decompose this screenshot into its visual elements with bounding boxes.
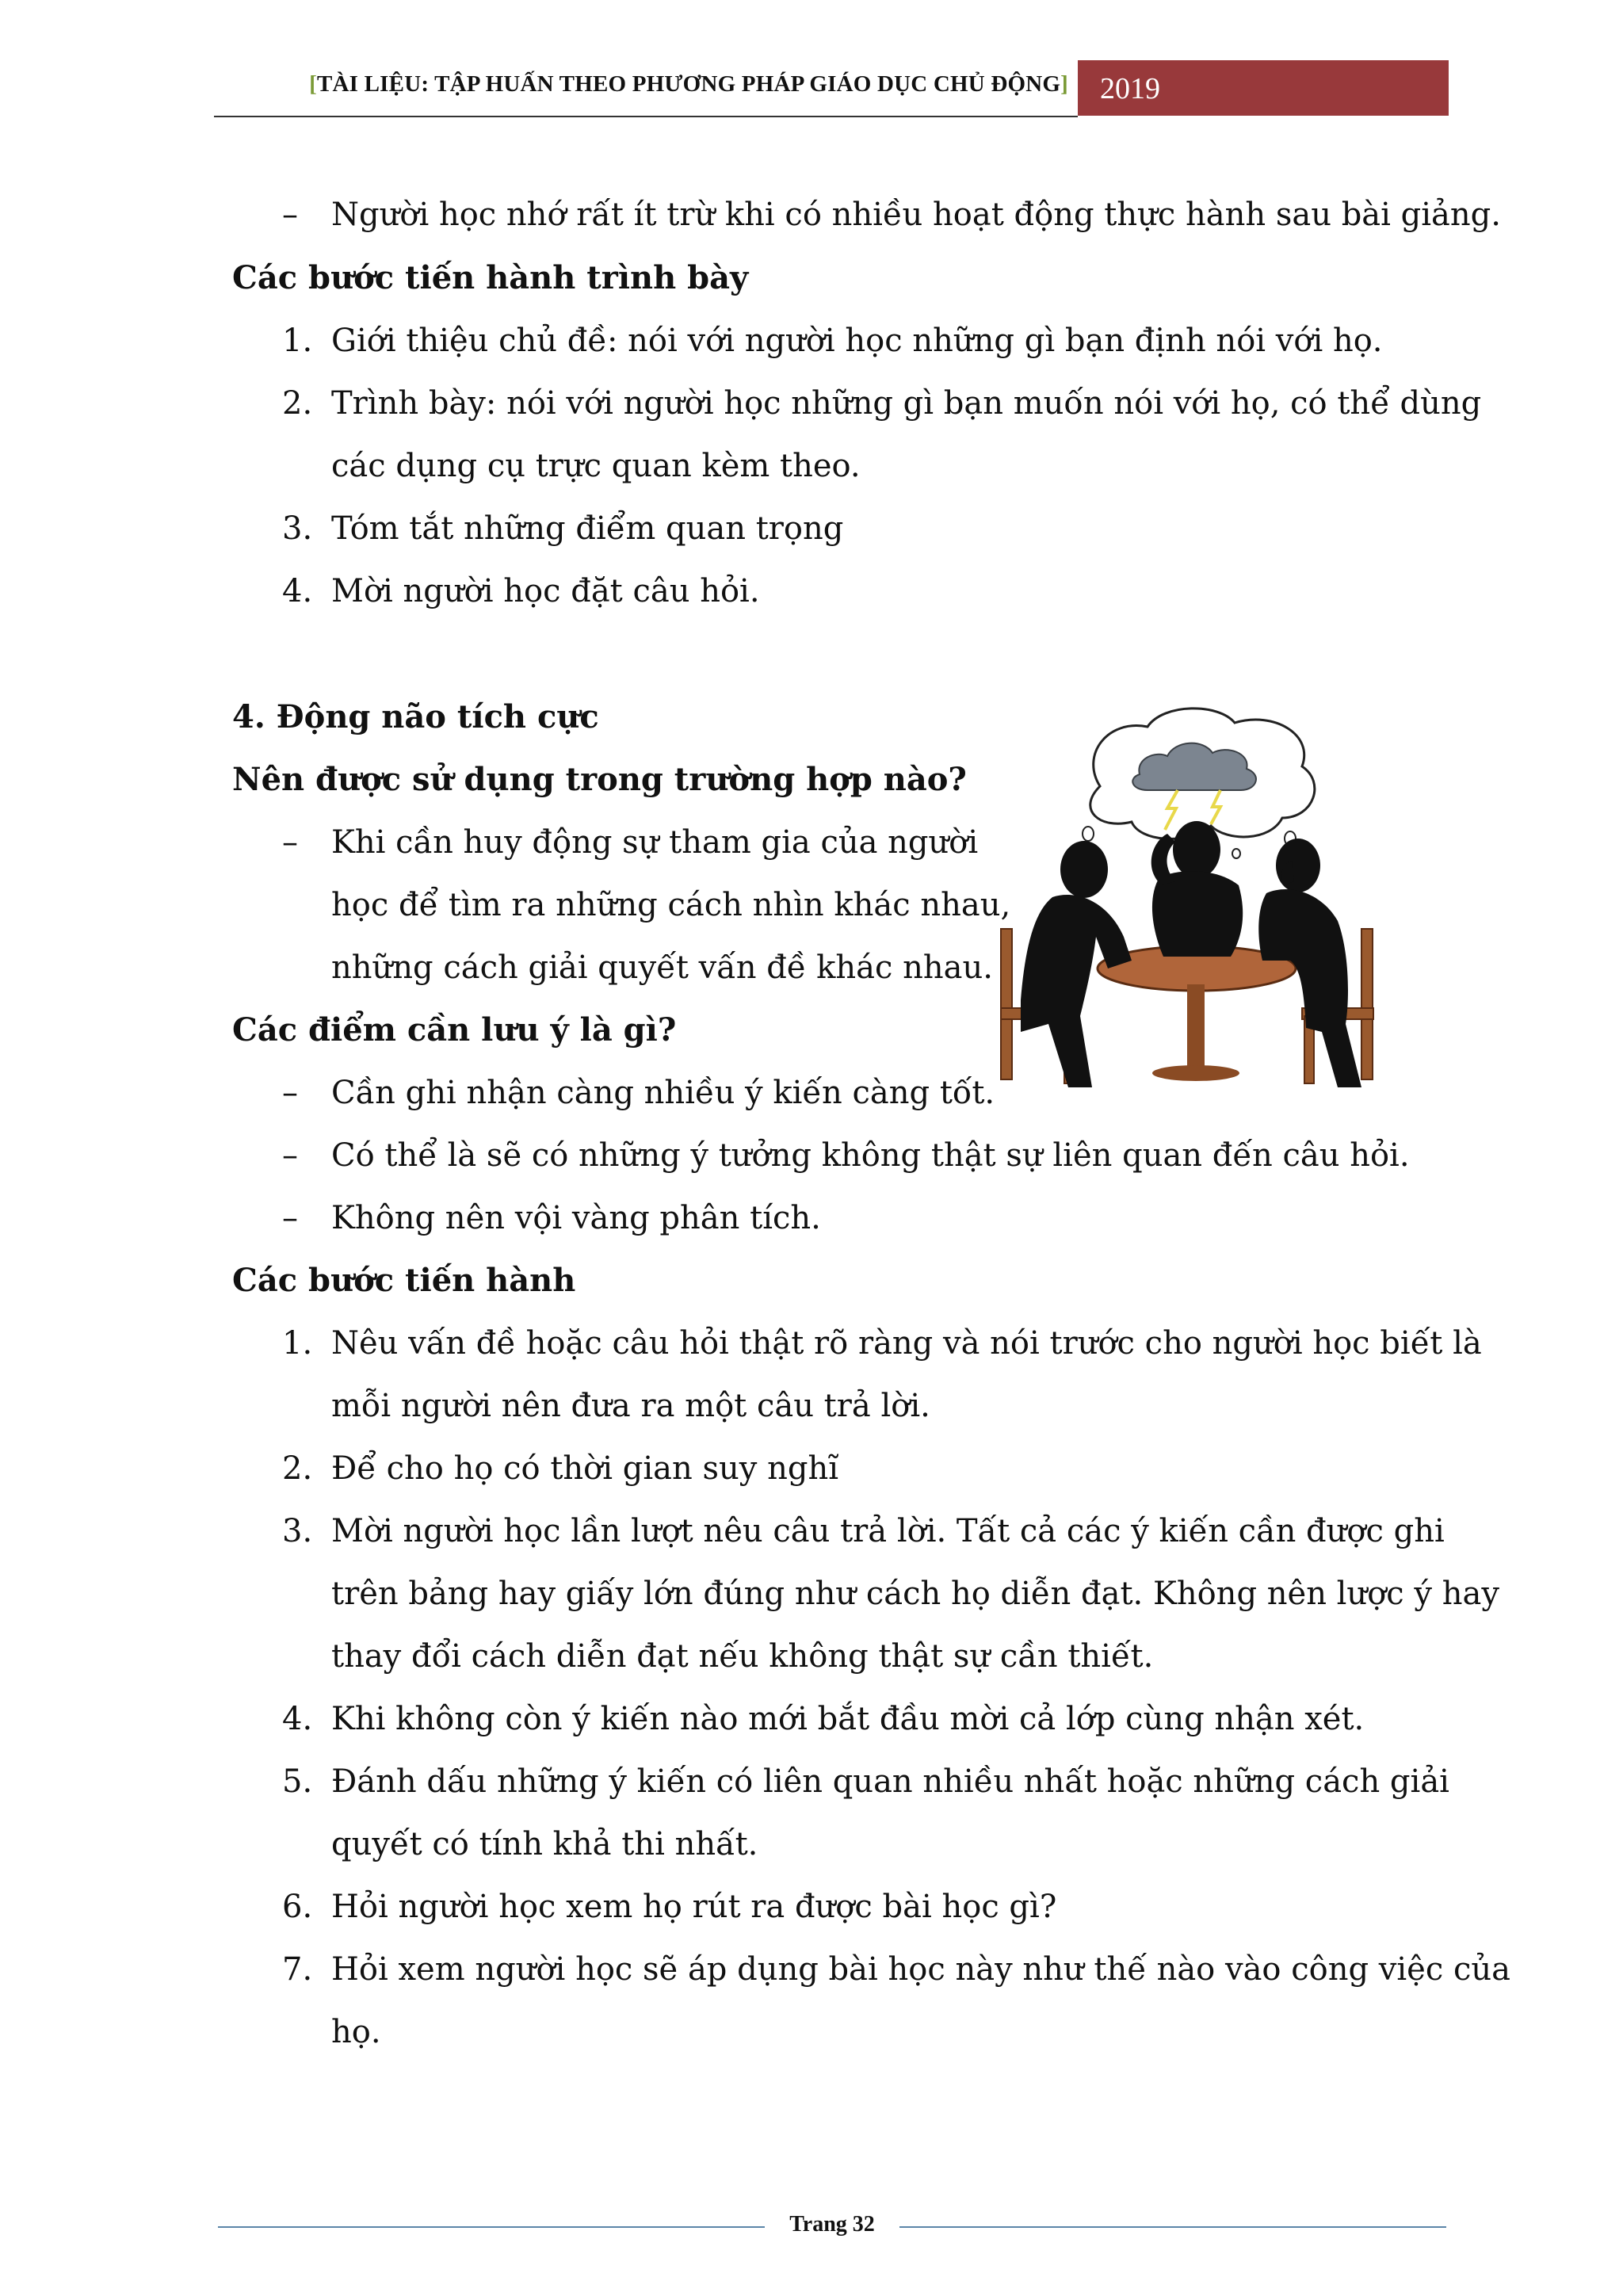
notes-heading: Các điểm cần lưu ý là gì? bbox=[232, 1011, 677, 1049]
step-number: 1. bbox=[282, 1325, 313, 1362]
presentation-step-1: Giới thiệu chủ đề: nói với người học những gì bạn định nói với họ. bbox=[331, 323, 1383, 359]
presentation-steps-heading: Các bước tiến hành trình bày bbox=[232, 259, 749, 296]
when-to-use-heading: Nên được sử dụng trong trường hợp nào? bbox=[232, 761, 967, 798]
step-7-line-2: họ. bbox=[331, 2014, 381, 2050]
footer-rule-right bbox=[899, 2226, 1446, 2228]
page-number: Trang 32 bbox=[789, 2212, 875, 2237]
document-header-title bbox=[238, 71, 1068, 97]
section-title: 4. Động não tích cực bbox=[232, 698, 599, 735]
header-year: 2019 bbox=[1100, 72, 1160, 105]
bullet-marker: – bbox=[282, 1075, 298, 1111]
steps-heading: Các bước tiến hành bbox=[232, 1262, 576, 1299]
step-3-line-3: thay đổi cách diễn đạt nếu không thật sự cần thiết. bbox=[331, 1638, 1154, 1675]
presentation-step-3: Tóm tắt những điểm quan trọng bbox=[331, 510, 844, 547]
header-year-box bbox=[1078, 60, 1449, 116]
step-number: 3. bbox=[282, 510, 313, 547]
note-item: Cần ghi nhận càng nhiều ý kiến càng tốt. bbox=[331, 1075, 995, 1111]
header-bracket-close: ] bbox=[1060, 71, 1068, 97]
step-number: 5. bbox=[282, 1763, 313, 1800]
step-4: Khi không còn ý kiến nào mới bắt đầu mời cả lớp cùng nhận xét. bbox=[331, 1701, 1365, 1737]
step-6: Hỏi người học xem họ rút ra được bài học gì? bbox=[331, 1889, 1057, 1925]
step-2: Để cho họ có thời gian suy nghĩ bbox=[331, 1450, 838, 1487]
header-bracket-open: [ bbox=[309, 71, 317, 97]
step-1-line-1: Nêu vấn đề hoặc câu hỏi thật rõ ràng và nói trước cho người học biết là bbox=[331, 1325, 1482, 1362]
when-bullet-line-3: những cách giải quyết vấn đề khác nhau. bbox=[331, 949, 993, 986]
step-3-line-2: trên bảng hay giấy lớn đúng như cách họ diễn đạt. Không nên lược ý hay bbox=[331, 1576, 1499, 1612]
presentation-step-4: Mời người học đặt câu hỏi. bbox=[331, 573, 760, 609]
brainstorm-meeting-icon bbox=[989, 699, 1385, 1100]
note-item: Có thể là sẽ có những ý tưởng không thật sự liên quan đến câu hỏi. bbox=[331, 1137, 1410, 1174]
when-bullet-line-2: học để tìm ra những cách nhìn khác nhau, bbox=[331, 887, 1011, 923]
step-number: 2. bbox=[282, 1450, 313, 1487]
step-7-line-1: Hỏi xem người học sẽ áp dụng bài học này như thế nào vào công việc của bbox=[331, 1951, 1510, 1988]
step-number: 2. bbox=[282, 385, 313, 422]
step-number: 3. bbox=[282, 1513, 313, 1549]
step-1-line-2: mỗi người nên đưa ra một câu trả lời. bbox=[331, 1388, 930, 1424]
header-rule bbox=[214, 116, 1078, 117]
step-number: 7. bbox=[282, 1951, 313, 1988]
intro-bullet-text: Người học nhớ rất ít trừ khi có nhiều hoạt động thực hành sau bài giảng. bbox=[331, 197, 1501, 233]
presentation-step-2-line-1: Trình bày: nói với người học những gì bạn muốn nói với họ, có thể dùng bbox=[331, 385, 1482, 422]
bullet-marker: – bbox=[282, 197, 298, 233]
footer-rule-left bbox=[218, 2226, 765, 2228]
when-bullet-line-1: Khi cần huy động sự tham gia của người bbox=[331, 824, 979, 861]
header-title-text: TÀI LIỆU: TẬP HUẤN THEO PHƯƠNG PHÁP GIÁO DỤC CHỦ ĐỘNG bbox=[317, 71, 1061, 97]
round-table bbox=[1098, 946, 1296, 1081]
step-5-line-1: Đánh dấu những ý kiến có liên quan nhiều nhất hoặc những cách giải bbox=[331, 1763, 1449, 1800]
note-item: Không nên vội vàng phân tích. bbox=[331, 1200, 821, 1236]
step-number: 1. bbox=[282, 323, 313, 359]
bullet-marker: – bbox=[282, 1137, 298, 1174]
step-number: 6. bbox=[282, 1889, 313, 1925]
step-number: 4. bbox=[282, 573, 313, 609]
bullet-marker: – bbox=[282, 1200, 298, 1236]
step-5-line-2: quyết có tính khả thi nhất. bbox=[331, 1826, 758, 1862]
bullet-marker: – bbox=[282, 824, 298, 861]
presentation-step-2-line-2: các dụng cụ trực quan kèm theo. bbox=[331, 448, 861, 484]
step-number: 4. bbox=[282, 1701, 313, 1737]
step-3-line-1: Mời người học lần lượt nêu câu trả lời. Tất cả các ý kiến cần được ghi bbox=[331, 1513, 1445, 1549]
